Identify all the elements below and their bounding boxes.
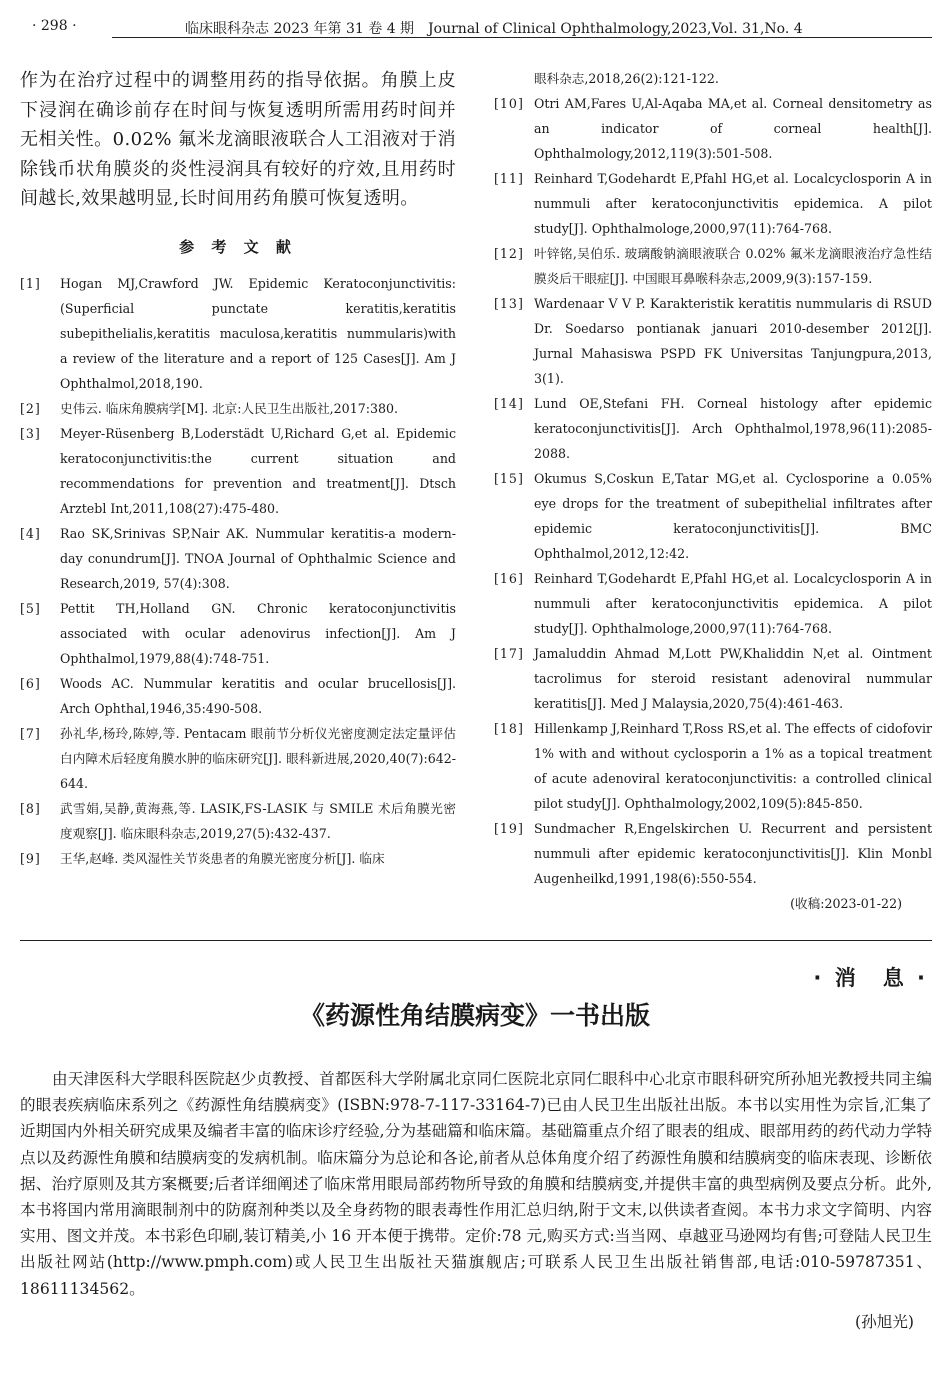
reference-item: [494, 566, 932, 641]
reference-number: [17]: [494, 646, 524, 661]
reference-text: Pettit TH,Holland GN. Chronic keratoconjunctivitis associated with ocular adenovirus infection[J]. Am J Ophthalmol,1979,88(4):748-751.: [60, 600, 456, 666]
reference-text: Hogan MJ,Crawford JW. Epidemic Keratoconjunctivitis:(Superficial punctate keratitis,keratitis subepithelialis,keratitis maculosa,keratitis nummularis)with a review of the literature and a report of 125 Cases[J]. Am J Ophthalmol,2018,190.: [60, 275, 456, 391]
reference-item: [20, 796, 456, 846]
reference-number: [2]: [20, 400, 41, 416]
reference-item: [20, 671, 456, 721]
reference-9-continuation: 眼科杂志,2018,26(2):121-122.: [534, 71, 719, 86]
page-number: · 298 ·: [32, 18, 77, 34]
reference-number: [3]: [20, 425, 41, 441]
journal-running-title: 临床眼科杂志 2023 年第 31 卷 4 期 Journal of Clinical Ophthalmology,2023,Vol. 31,No. 4: [185, 21, 803, 37]
reference-item: [494, 466, 932, 566]
reference-number: [12]: [494, 246, 524, 261]
received-date: (收稿:2023-01-22): [790, 896, 902, 911]
reference-text: Hillenkamp J,Reinhard T,Ross RS,et al. The effects of cidofovir 1% with and without cyclosporin a 1% as a topical treatment of acute adenoviral keratoconjunctivitis: a controlled clinical pilot study[J]. Ophthalmology,2002,109(5):845-850.: [534, 721, 932, 811]
news-title: 《药源性角结膜病变》一书出版: [299, 1001, 650, 1030]
reference-number: [4]: [20, 525, 41, 541]
reference-item: [494, 391, 932, 466]
reference-text: Rao SK,Srinivas SP,Nair AK. Nummular keratitis-a modern-day conundrum[J]. TNOA Journal of Ophthalmic Science and Research,2019, 57(4):308.: [60, 525, 456, 591]
reference-item: [20, 521, 456, 596]
reference-text: Lund OE,Stefani FH. Corneal histology after epidemic keratoconjunctivitis[J]. Arch Ophthalmol,1978,96(11):2085-2088.: [534, 396, 932, 461]
reference-number: [19]: [494, 821, 524, 836]
reference-text: 史伟云. 临床角膜病学[M]. 北京:人民卫生出版社,2017:380.: [60, 400, 399, 416]
right-column: [494, 66, 932, 916]
reference-item: [494, 816, 932, 891]
reference-number: [6]: [20, 675, 41, 691]
news-section-tag: · 消 息 ·: [813, 966, 928, 990]
references-heading: 参 考 文 献: [179, 237, 297, 256]
reference-number: [5]: [20, 600, 41, 616]
reference-item: [494, 641, 932, 716]
references-list-right: [494, 91, 932, 891]
reference-item: [20, 396, 456, 421]
reference-number: [8]: [20, 800, 41, 816]
reference-text: Sundmacher R,Engelskirchen U. Recurrent and persistent nummuli after epidemic keratoconjunctivitis[J]. Klin Monbl Augenheilkd,1991,198(6):550-554.: [534, 821, 932, 886]
reference-text: Otri AM,Fares U,Al-Aqaba MA,et al. Corneal densitometry as an indicator of corneal health[J]. Ophthalmology,2012,119(3):501-508.: [534, 96, 932, 161]
reference-text: Reinhard T,Godehardt E,Pfahl HG,et al. Localcyclosporin A in nummuli after keratoconjunctivitis epidemica. A pilot study[J]. Ophthalmologe,2000,97(11):764-768.: [534, 171, 932, 236]
reference-text: Meyer-Rüsenberg B,Loderstädt U,Richard G,et al. Epidemic keratoconjunctivitis:the current situation and recommendations for prevention and treatment[J]. Dtsch Arztebl Int,2011,108(27):475-480.: [60, 425, 456, 516]
references-list-left: [20, 271, 456, 871]
header-rule: [112, 37, 932, 38]
reference-text: Okumus S,Coskun E,Tatar MG,et al. Cyclosporine a 0.05% eye drops for the treatment of subepithelial infiltrates after epidemic keratoconjunctivitis[J]. BMC Ophthalmol,2012,12:42.: [534, 471, 932, 561]
reference-text: Reinhard T,Godehardt E,Pfahl HG,et al. Localcyclosporin A in nummuli after keratoconjunctivitis epidemica. A pilot study[J]. Ophthalmologe,2000,97(11):764-768.: [534, 571, 932, 636]
reference-item: [20, 421, 456, 521]
reference-number: [16]: [494, 571, 524, 586]
reference-number: [14]: [494, 396, 524, 411]
reference-item: [494, 241, 932, 291]
reference-item: [20, 271, 456, 396]
reference-item: [494, 91, 932, 166]
reference-number: [11]: [494, 171, 524, 186]
page-header: [20, 14, 932, 40]
reference-number: [10]: [494, 96, 524, 111]
reference-text: Wardenaar V V P. Karakteristik keratitis nummularis di RSUD Dr. Soedarso pontianak januari 2010-desember 2012[J]. Jurnal Mahasiswa PSPD FK Universitas Tanjungpura,2013, 3(1).: [534, 296, 932, 386]
reference-text: 孙礼华,杨玲,陈婷,等. Pentacam 眼前节分析仪光密度测定法定量评估白内障术后轻度角膜水肿的临床研究[J]. 眼科新进展,2020,40(7):642-644.: [60, 725, 456, 791]
section-divider: [20, 940, 932, 941]
reference-item: [494, 716, 932, 816]
reference-item: [494, 166, 932, 241]
reference-number: [15]: [494, 471, 524, 486]
left-column: [20, 66, 456, 871]
reference-number: [1]: [20, 275, 41, 291]
reference-item: [494, 291, 932, 391]
reference-number: [7]: [20, 725, 41, 741]
reference-text: 武雪娟,吴静,黄海燕,等. LASIK,FS-LASIK 与 SMILE 术后角膜光密度观察[J]. 临床眼科杂志,2019,27(5):432-437.: [60, 800, 456, 841]
reference-number: [13]: [494, 296, 524, 311]
reference-item: [20, 596, 456, 671]
reference-item: [20, 846, 456, 871]
body-paragraph: 作为在治疗过程中的调整用药的指导依据。角膜上皮下浸润在确诊前存在时间与恢复透明所需用药时间并无相关性。0.02% 氟米龙滴眼液联合人工泪液对于消除钱币状角膜炎的炎性浸润具有较好的疗效,且用药时间越长,效果越明显,长时间用药角膜可恢复透明。: [20, 70, 456, 209]
reference-text: 王华,赵峰. 类风湿性关节炎患者的角膜光密度分析[J]. 临床: [60, 850, 385, 866]
reference-text: 叶锌铭,吴伯乐. 玻璃酸钠滴眼液联合 0.02% 氟米龙滴眼液治疗急性结膜炎后干眼症[J]. 中国眼耳鼻喉科杂志,2009,9(3):157-159.: [534, 246, 932, 286]
news-body: 由天津医科大学眼科医院赵少贞教授、首都医科大学附属北京同仁医院北京同仁眼科中心北京市眼科研究所孙旭光教授共同主编的眼表疾病临床系列之《药源性角结膜病变》(ISBN:978-7-117-33164-7)已由人民卫生出版社出版。本书以实用性为宗旨,汇集了近期国内外相关研究成果及编者丰富的临床诊疗经验,分为基础篇和临床篇。基础篇重点介绍了眼表的组成、眼部用药的药代动力学特点以及药源性角膜和结膜病变的发病机制。临床篇分为总论和各论,前者从总体角度介绍了药源性角膜和结膜病变的临床表现、诊断依据、治疗原则及其方案概要;后者详细阐述了临床常用眼局部药物所导致的角膜和结膜病变,并提供丰富的典型病例及要点分析。此外,本书将国内常用滴眼制剂中的防腐剂种类以及全身药物的眼表毒性作用汇总归纳,附于文末,以供读者查阅。本书力求文字简明、内容实用、图文并茂。本书彩色印刷,装订精美,小 16 开本便于携带。定价:78 元,购买方式:当当网、卓越亚马逊网均有售;可登陆人民卫生出版社网站(http://www.pmph.com)或人民卫生出版社天猫旗舰店;可联系人民卫生出版社销售部,电话:010-59787351、18611134562。: [20, 1070, 932, 1298]
news-author: (孙旭光): [855, 1313, 914, 1331]
reference-text: Jamaluddin Ahmad M,Lott PW,Khaliddin N,et al. Ointment tacrolimus for steroid resistant adenoviral nummular keratitis[J]. Med J Malaysia,2020,75(4):461-463.: [534, 646, 932, 711]
reference-text: Woods AC. Nummular keratitis and ocular brucellosis[J]. Arch Ophthal,1946,35:490-508.: [60, 675, 456, 716]
reference-item: [20, 721, 456, 796]
reference-number: [18]: [494, 721, 524, 736]
reference-number: [9]: [20, 850, 41, 866]
